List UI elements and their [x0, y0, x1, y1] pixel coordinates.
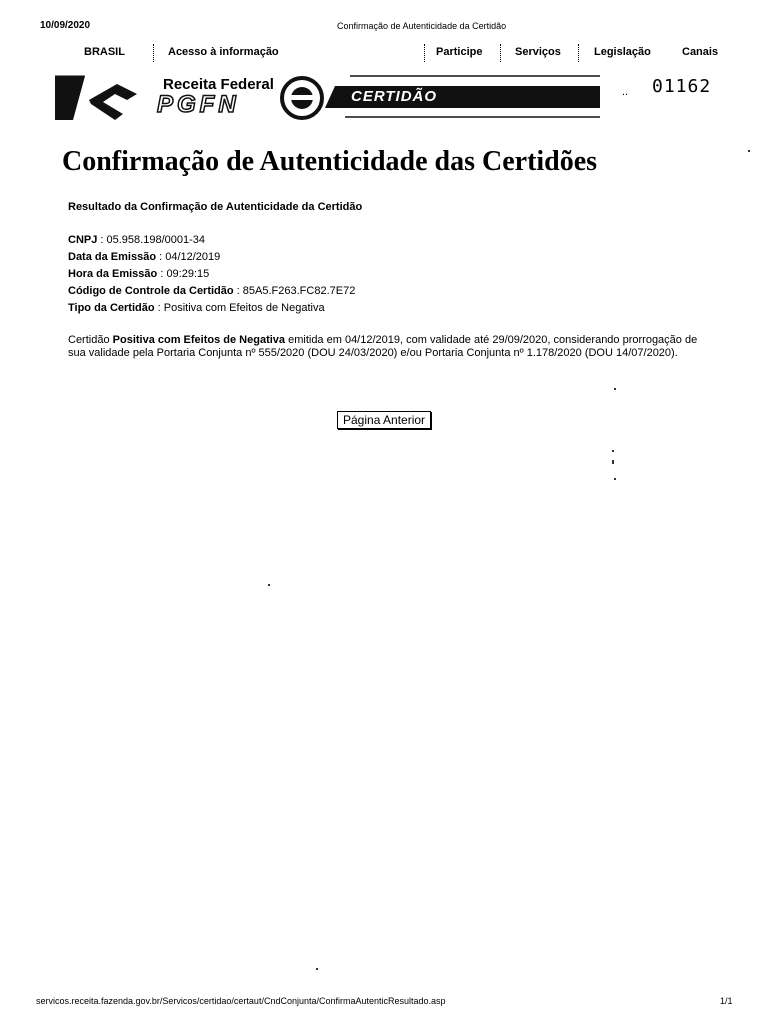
field-label: Tipo da Certidão	[68, 302, 155, 314]
field-value: 09:29:15	[166, 268, 210, 280]
banner-wedge	[55, 76, 85, 120]
field-label: Código de Controle da Certidão	[68, 285, 234, 297]
certificate-fields	[68, 232, 355, 317]
field-data-emissao: Data da Emissão : 04/12/2019	[68, 251, 221, 263]
message-bold: Positiva com Efeitos de Negativa	[112, 334, 286, 346]
banner-graphic	[55, 72, 600, 124]
servicos-link[interactable]: Serviços	[515, 46, 561, 58]
message-prefix: Certidão	[68, 334, 110, 346]
scan-speck	[748, 150, 750, 152]
print-date: 10/09/2020	[40, 20, 91, 31]
divider	[578, 44, 580, 62]
header-banner	[55, 72, 600, 124]
legislacao-link[interactable]: Legislação	[594, 46, 651, 58]
footer-url: servicos.receita.fazenda.gov.br/Servicos/certidao/certaut/CndConjunta/ConfirmaAutenticResultado.asp	[36, 996, 446, 1006]
scan-speck	[268, 584, 270, 586]
scan-speck	[612, 460, 614, 464]
footer-page-number: 1/1	[720, 996, 733, 1006]
field-label: CNPJ	[68, 234, 98, 246]
pgfn-label: PGFN	[157, 91, 240, 118]
field-hora-emissao: Hora da Emissão : 09:29:15	[68, 268, 210, 280]
print-page-title: Confirmação de Autenticidade da Certidão	[337, 21, 507, 31]
field-value: Positiva com Efeitos de Negativa	[163, 302, 325, 314]
page-title: Confirmação de Autenticidade das Certidões	[62, 146, 598, 177]
field-cnpj: CNPJ : 05.958.198/0001-34	[68, 234, 205, 246]
stamp-mark: ..	[622, 86, 629, 98]
certificate-message	[68, 334, 708, 360]
result-subtitle: Resultado da Confirmação de Autenticidade da Certidão	[68, 201, 363, 213]
scan-speck	[614, 478, 616, 480]
field-label: Hora da Emissão	[68, 268, 158, 280]
field-value: 05.958.198/0001-34	[106, 234, 205, 246]
field-value: 04/12/2019	[165, 251, 221, 263]
field-codigo-controle: Código de Controle da Certidão : 85A5.F263.FC82.7E72	[68, 285, 356, 297]
pagina-anterior-button[interactable]: Página Anterior	[337, 411, 431, 429]
receita-federal-label: Receita Federal	[163, 76, 274, 93]
acesso-informacao-link[interactable]: Acesso à informação	[168, 46, 279, 58]
canais-link[interactable]: Canais	[682, 46, 719, 58]
divider	[500, 44, 502, 62]
field-label: Data da Emissão	[68, 251, 157, 263]
scan-speck	[614, 388, 616, 390]
scan-speck	[316, 968, 318, 970]
participe-link[interactable]: Participe	[436, 46, 483, 58]
stamp-number: 01162	[652, 76, 712, 97]
field-value: 85A5.F263.FC82.7E72	[242, 285, 356, 297]
message-rest: emitida em 04/12/2019, com validade até 29/09/2020, considerando prorrogação de sua validade pela Portaria Conjunta nº 555/2020 (DOU 24/03/2020) e/ou Portaria Conjunta nº 1.178/2020 (DOU 14/07/2020).	[68, 334, 698, 359]
gov-top-bar	[0, 44, 770, 64]
divider	[153, 44, 155, 62]
certidao-label: CERTIDÃO	[351, 88, 438, 105]
field-tipo-certidao: Tipo da Certidão : Positiva com Efeitos de Negativa	[68, 302, 325, 314]
brasil-link[interactable]: BRASIL	[84, 46, 125, 58]
divider	[424, 44, 426, 62]
scan-speck	[612, 450, 614, 452]
